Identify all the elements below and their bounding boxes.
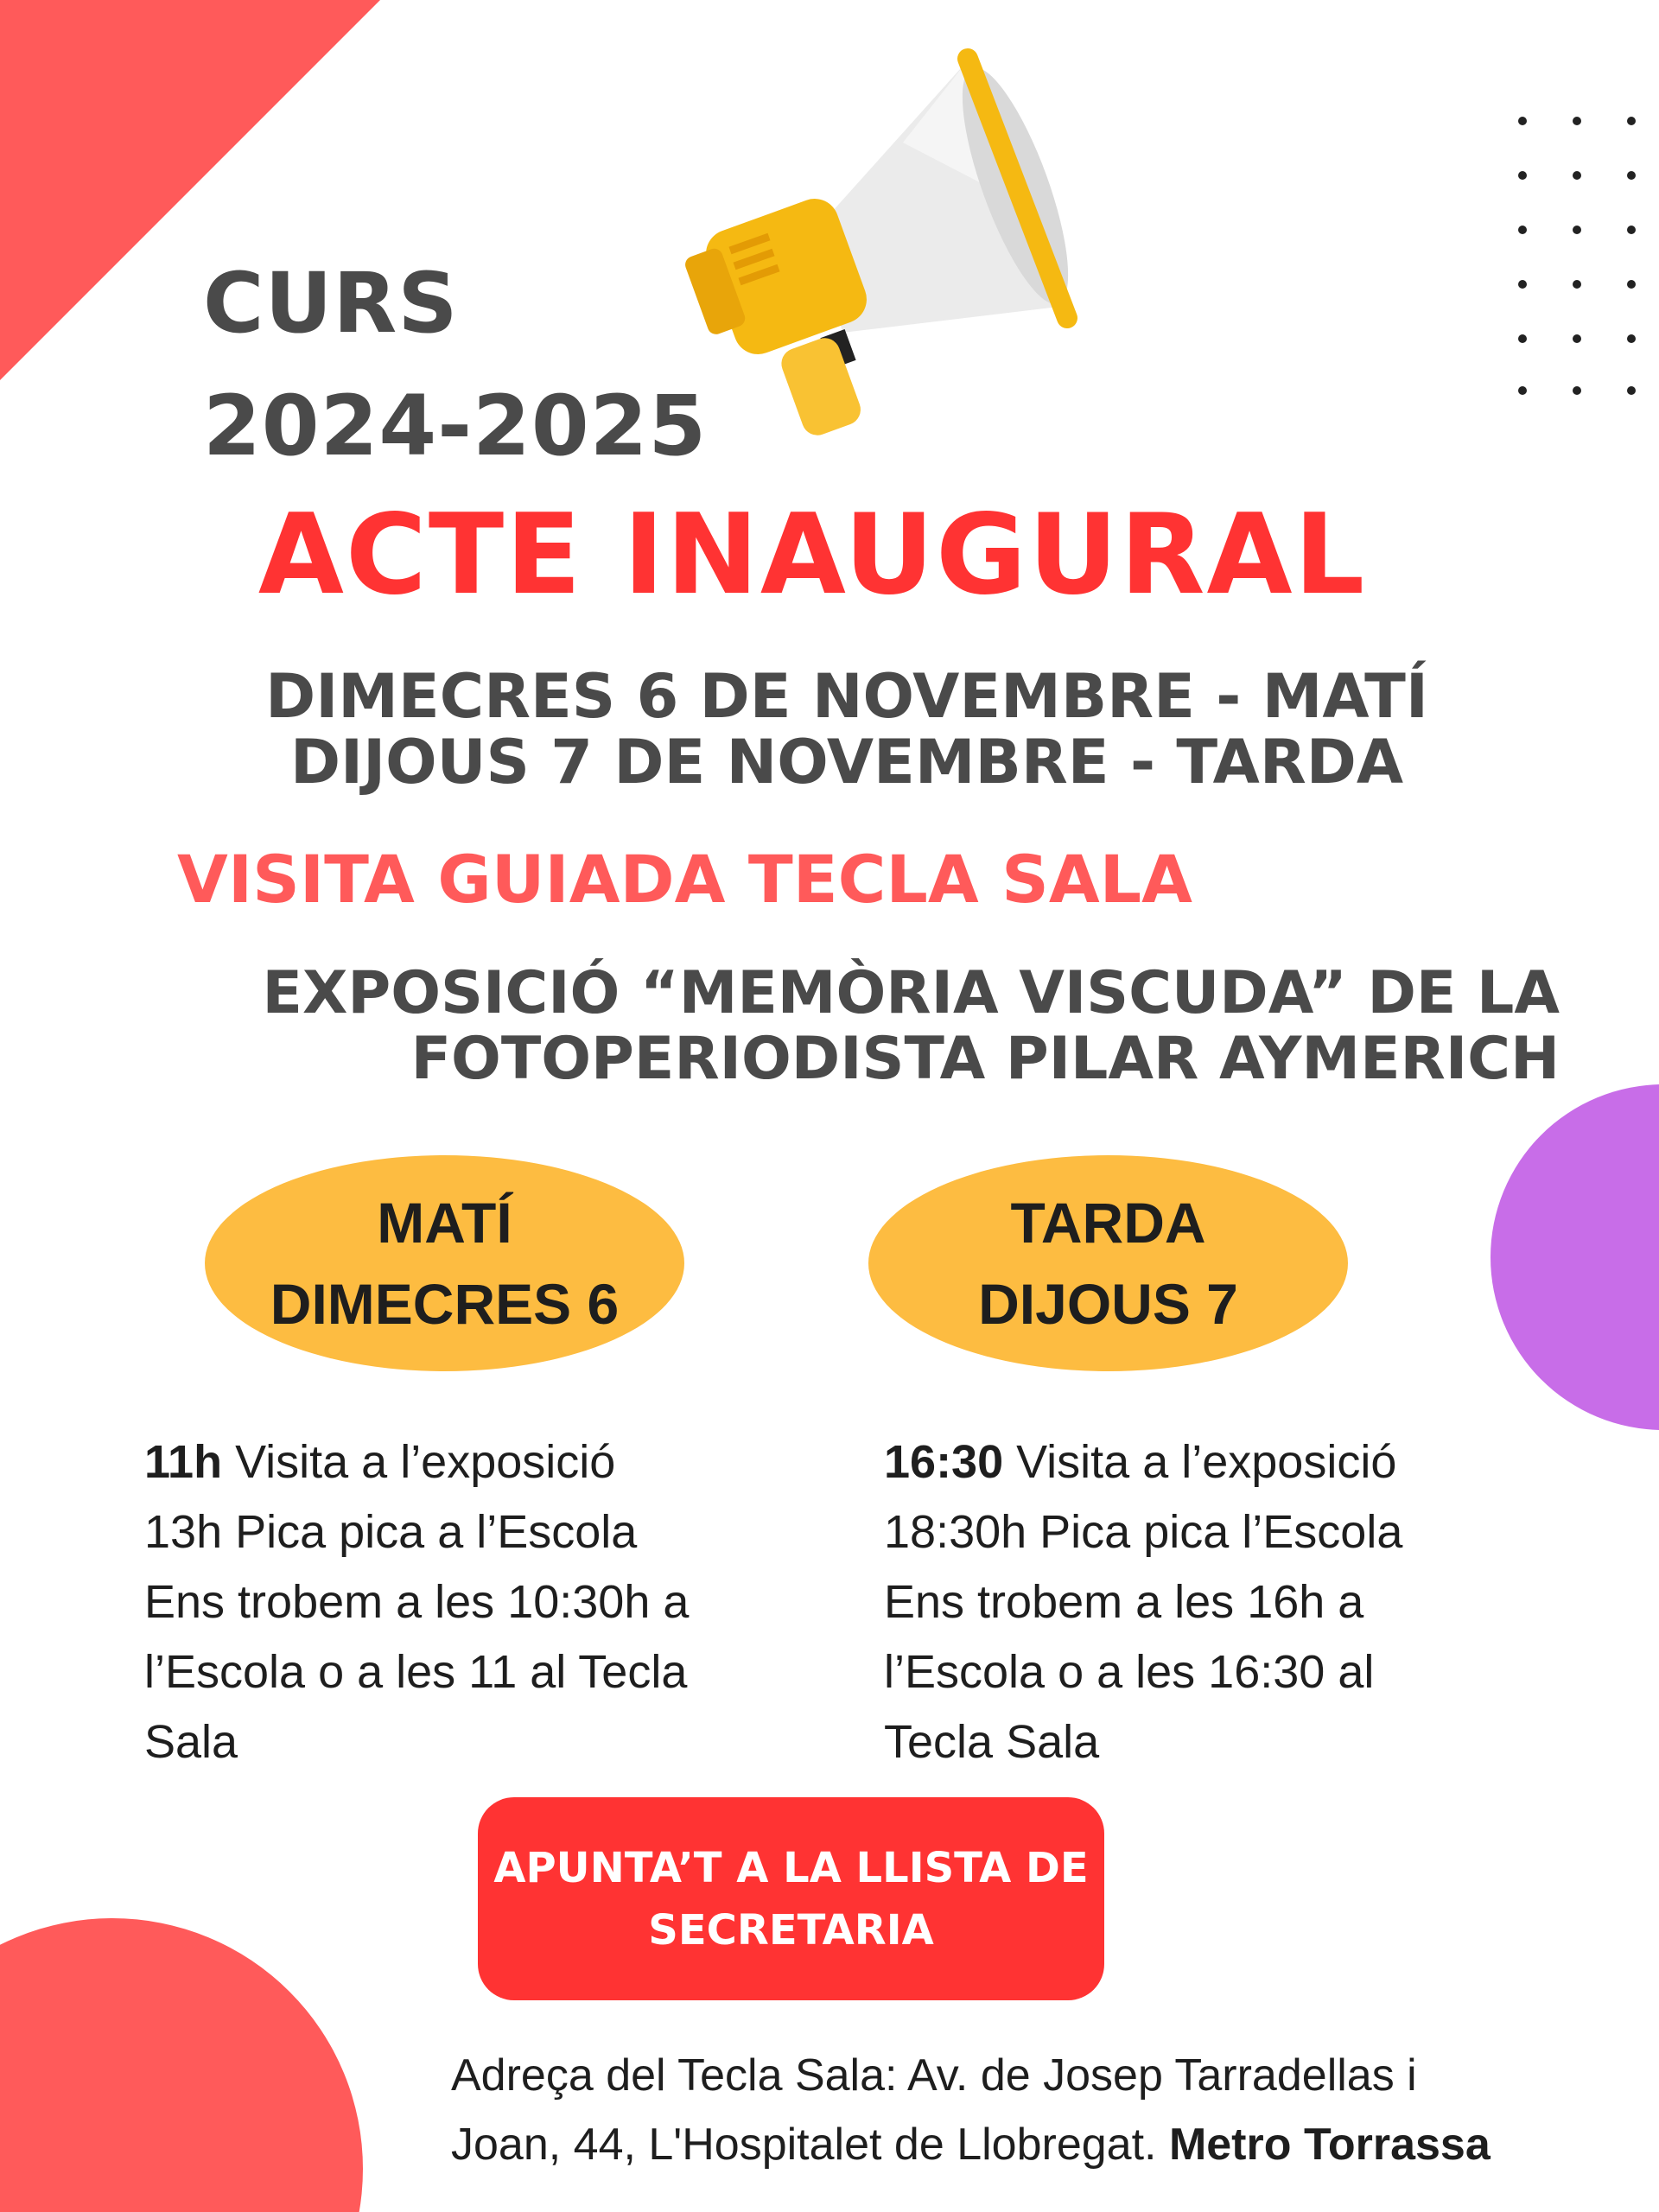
morning-schedule <box>144 1427 749 1777</box>
visit-title: VISITA GUIADA TECLA SALA <box>177 841 1192 918</box>
schedule-activity: Visita a l’exposició <box>222 1436 616 1488</box>
course-year: 2024-2025 <box>203 378 708 474</box>
venue-address <box>451 2041 1635 2179</box>
address-line-1: Adreça del Tecla Sala: Av. de Josep Tarradellas i <box>451 2050 1417 2101</box>
date-line-morning: DIMECRES 6 DE NOVEMBRE - MATÍ <box>265 661 1428 732</box>
schedule-note: l’Escola o a les 16:30 al <box>884 1646 1375 1698</box>
address-street: Joan, 44, L'Hospitalet de Llobregat. <box>451 2120 1169 2170</box>
coral-circle-shape <box>0 1918 363 2212</box>
badge-label: MATÍ <box>377 1191 512 1255</box>
afternoon-session-badge <box>868 1155 1348 1371</box>
dot-grid-decoration <box>1518 117 1636 395</box>
purple-circle-shape <box>1491 1084 1659 1430</box>
schedule-line: 18:30h Pica pica l’Escola <box>884 1506 1403 1558</box>
schedule-activity: Visita a l’exposició <box>1003 1436 1397 1488</box>
signup-button-line-1: APUNTA’T A LA LLISTA DE <box>493 1843 1089 1892</box>
badge-day: DIJOUS 7 <box>978 1272 1238 1336</box>
exhibition-line-2: FOTOPERIODISTA PILAR AYMERICH <box>410 1025 1560 1093</box>
schedule-hour: 16:30 <box>884 1436 1004 1488</box>
schedule-note: Ens trobem a les 16h a <box>884 1576 1364 1628</box>
badge-label: TARDA <box>1010 1191 1206 1255</box>
exhibition-title <box>173 961 1560 1092</box>
course-heading <box>203 242 707 487</box>
event-dates <box>0 661 1659 798</box>
schedule-note: Tecla Sala <box>884 1716 1100 1768</box>
date-line-afternoon: DIJOUS 7 DE NOVEMBRE - TARDA <box>289 727 1404 798</box>
signup-button-line-2: SECRETARIA <box>648 1905 934 1955</box>
exhibition-line-1: EXPOSICIÓ “MEMÒRIA VISCUDA” DE LA <box>262 959 1560 1027</box>
schedule-line <box>884 1427 1489 1497</box>
page-title: ACTE INAUGURAL <box>257 491 1367 620</box>
metro-station: Metro Torrassa <box>1168 2120 1491 2170</box>
megaphone-icon <box>683 57 1089 440</box>
schedule-line <box>144 1427 749 1497</box>
address-line-2 <box>451 2110 1635 2179</box>
schedule-hour: 11h <box>144 1436 223 1488</box>
schedule-line: 13h Pica pica a l’Escola <box>144 1506 638 1558</box>
course-label: CURS <box>203 255 459 352</box>
schedule-note: Sala <box>144 1716 238 1768</box>
badge-day: DIMECRES 6 <box>270 1272 620 1336</box>
morning-session-badge <box>205 1155 684 1371</box>
signup-button[interactable] <box>478 1797 1104 2000</box>
schedule-note: l’Escola o a les 11 al Tecla <box>144 1646 688 1698</box>
afternoon-schedule <box>884 1427 1489 1777</box>
schedule-note: Ens trobem a les 10:30h a <box>144 1576 690 1628</box>
